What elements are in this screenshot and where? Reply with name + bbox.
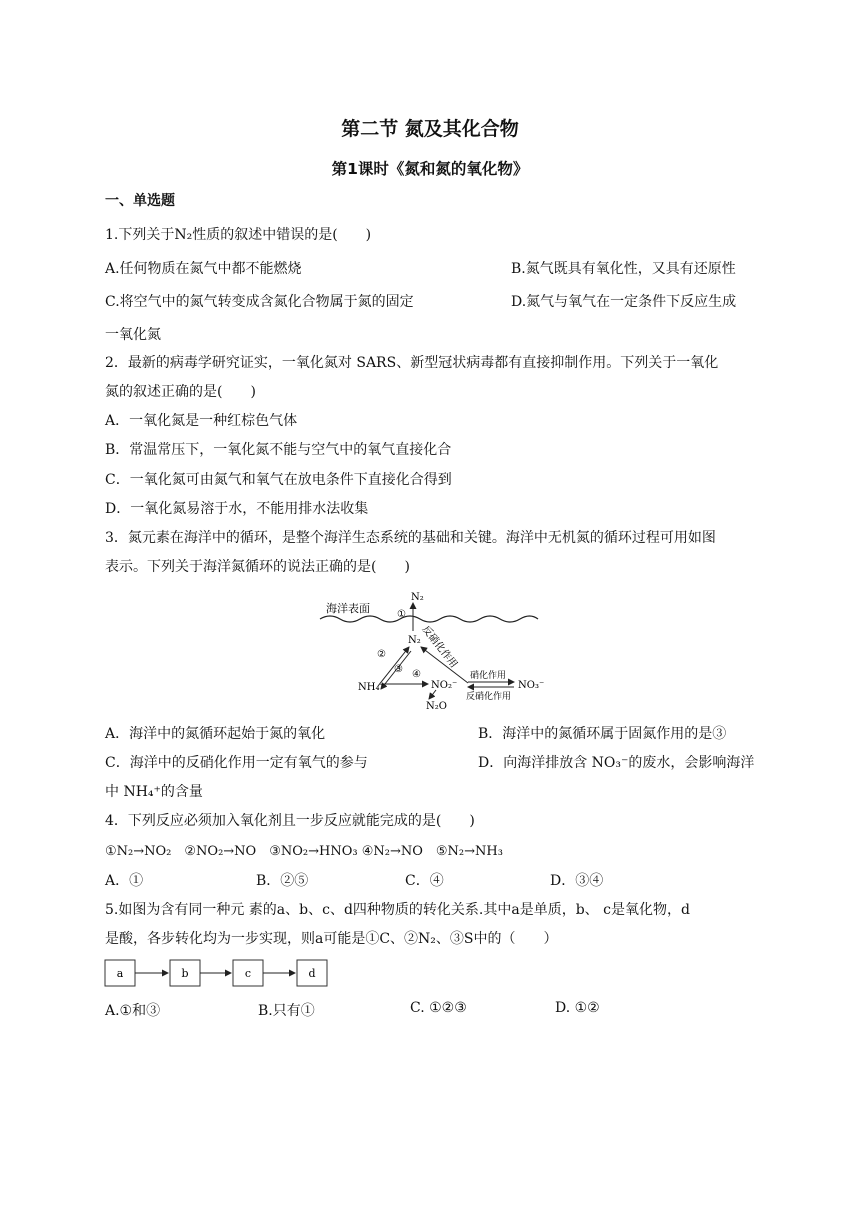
- sea-surface-wave: [320, 616, 538, 622]
- q1-option-b: B.氮气既具有氧化性，又具有还原性: [511, 261, 736, 277]
- q5-stem-line1: 5.如图为含有同一种元 素的a、b、c、d四种物质的转化关系.其中a是单质，b、 c是氧化物，d: [105, 902, 690, 918]
- q4-option-a: A．①: [105, 873, 144, 889]
- q4-option-d: D．③④: [550, 873, 604, 889]
- section-heading: 一、单选题: [105, 193, 175, 209]
- q4-stem: 4．下列反应必须加入氧化剂且一步反应就能完成的是( ): [105, 813, 475, 829]
- q2-option-b: B．常温常压下，一氧化氮不能与空气中的氧气直接化合: [105, 442, 452, 458]
- q4-reaction-list: ①N₂→NO₂ ②NO₂→NO ③NO₂→HNO₃ ④N₂→NO ⑤N₂→NH₃: [105, 844, 503, 859]
- ocean-nitrogen-cycle-diagram: [318, 587, 563, 712]
- q1-option-d: D.氮气与氧气在一定条件下反应生成: [511, 294, 737, 310]
- q1-stem: 1.下列关于N₂性质的叙述中错误的是( ): [105, 227, 372, 243]
- q5-stem-line2: 是酸，各步转化均为一步实现，则a可能是①C、②N₂、③S中的（ ）: [105, 931, 558, 947]
- q2-option-a: A．一氧化氮是一种红棕色气体: [105, 413, 298, 429]
- q3-stem-line1: 3．氮元素在海洋中的循环，是整个海洋生态系统的基础和关键。海洋中无机氮的循环过程可用如图: [105, 530, 716, 546]
- nitrification-label: 硝化作用: [470, 671, 507, 681]
- q4-option-b: B．②⑤: [256, 873, 309, 889]
- q5-option-a: A.①和③: [105, 1003, 161, 1019]
- ammonium-label: NH₄⁺: [358, 682, 385, 693]
- q5-option-b: B.只有①: [258, 1003, 315, 1019]
- page-title: 第二节 氮及其化合物: [341, 118, 519, 140]
- q3-option-d-continued: 中 NH₄⁺的含量: [105, 784, 203, 800]
- q1-option-a: A.任何物质在氮气中都不能燃烧: [105, 261, 302, 277]
- q1-option-d-continued: 一氧化氮: [105, 327, 161, 343]
- q5-option-d: D. ①②: [555, 1000, 600, 1016]
- q2-stem-line2: 氮的叙述正确的是( ): [105, 384, 256, 400]
- step-3-label: ③: [394, 664, 403, 675]
- n2o-arrow: [429, 690, 436, 699]
- step-1-label: ①: [397, 609, 406, 620]
- q2-option-d: D．一氧化氮易溶于水，不能用排水法收集: [105, 501, 369, 517]
- conversion-chain-diagram: [104, 958, 336, 990]
- step-2-label: ②: [377, 649, 386, 660]
- q3-option-b: B．海洋中的氮循环属于固氮作用的是③: [478, 726, 727, 742]
- n2-dissolved-label: N₂: [408, 635, 421, 646]
- box-d-label: d: [308, 967, 316, 980]
- q2-option-c: C．一氧化氮可由氮气和氧气在放电条件下直接化合得到: [105, 472, 452, 488]
- q3-option-d: D．向海洋排放含 NO₃⁻的废水，会影响海洋: [478, 755, 755, 771]
- n2o-label: N₂O: [426, 701, 447, 712]
- box-b-label: b: [181, 967, 189, 980]
- q4-option-c: C．④: [405, 873, 444, 889]
- sea-surface-label: 海洋表面: [326, 602, 370, 615]
- step-4-label: ④: [412, 669, 421, 680]
- q3-stem-line2: 表示。下列关于海洋氮循环的说法正确的是( ): [105, 559, 410, 575]
- q3-option-c: C．海洋中的反硝化作用一定有氧气的参与: [105, 755, 368, 771]
- lesson-subtitle: 第1课时《氮和氮的氧化物》: [331, 160, 529, 178]
- denitrification-vertical-label: 反硝化作用: [419, 624, 460, 671]
- box-c-label: c: [244, 967, 252, 980]
- nitrate-label: NO₃⁻: [518, 680, 545, 691]
- n2-air-label: N₂: [411, 592, 424, 603]
- q2-stem-line1: 2．最新的病毒学研究证实，一氧化氮对 SARS、新型冠状病毒都有直接抑制作用。下列关于一氧化: [105, 355, 719, 371]
- q5-option-c: C. ①②③: [410, 1000, 467, 1016]
- denitrification-label: 反硝化作用: [466, 692, 512, 702]
- q1-option-c: C.将空气中的氮气转变成含氮化合物属于氮的固定: [105, 294, 414, 310]
- nitrite-label: NO₂⁻: [431, 680, 458, 691]
- q3-option-a: A．海洋中的氮循环起始于氮的氧化: [105, 726, 326, 742]
- box-a-label: a: [116, 967, 124, 980]
